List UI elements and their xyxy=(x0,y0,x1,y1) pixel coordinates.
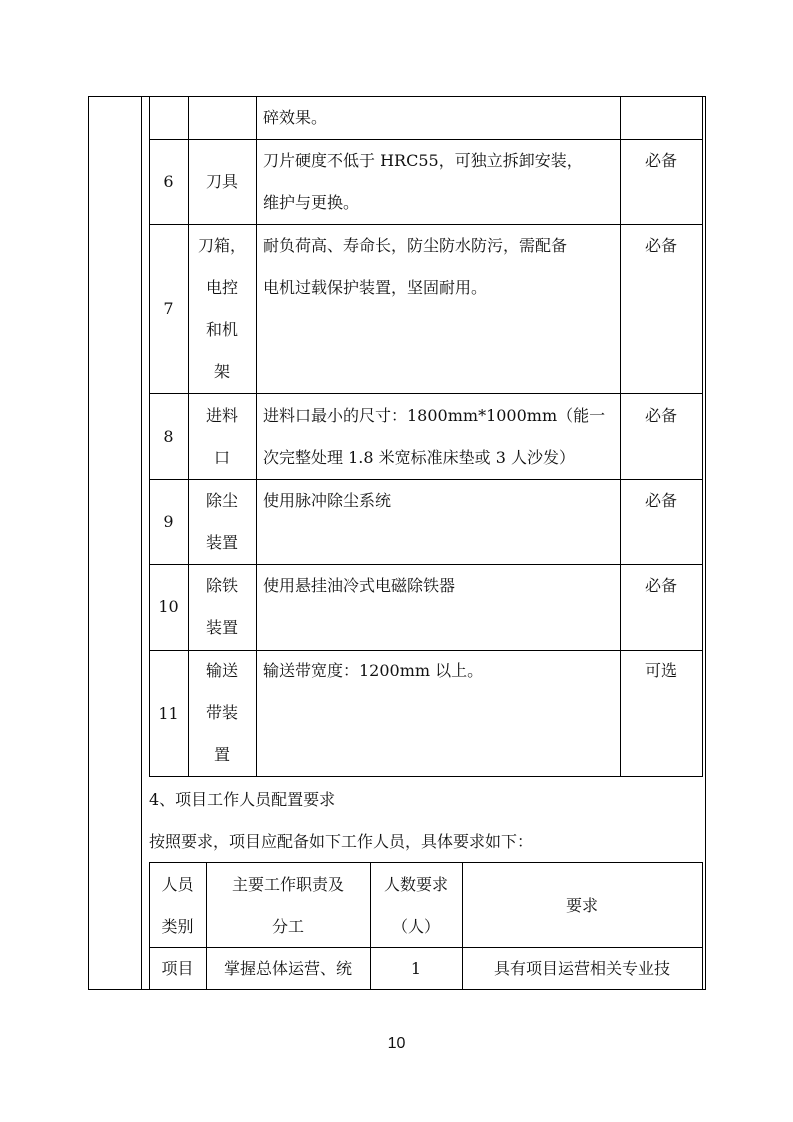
staff-header-req: 要求 xyxy=(565,896,598,915)
staff-header-category: 类别 xyxy=(161,917,194,936)
equipment-name: 刀具 xyxy=(205,172,238,191)
equipment-row-line xyxy=(149,393,703,394)
equipment-desc: 碎效果。 xyxy=(263,108,328,127)
staff-header-count: （人） xyxy=(391,917,440,936)
equipment-no: 10 xyxy=(158,597,179,616)
equipment-name: 口 xyxy=(213,448,230,467)
section-heading: 4、项目工作人员配置要求 xyxy=(149,790,336,809)
staff-cell-req: 具有项目运营相关专业技 xyxy=(493,959,670,978)
outer-border-left xyxy=(88,96,89,990)
equipment-req: 必备 xyxy=(644,491,677,510)
equipment-req: 必备 xyxy=(644,151,677,170)
staff-table-right xyxy=(702,862,703,990)
equipment-table-col2 xyxy=(256,96,257,777)
equipment-name: 装置 xyxy=(205,618,238,637)
equipment-name: 输送 xyxy=(205,661,238,680)
equipment-req: 必备 xyxy=(644,576,677,595)
staff-table-top xyxy=(149,862,703,863)
staff-header-duties: 主要工作职责及 xyxy=(231,875,344,894)
equipment-desc: 使用脉冲除尘系统 xyxy=(263,491,392,510)
staff-cell-count: 1 xyxy=(410,959,422,978)
equipment-name: 除铁 xyxy=(205,576,238,595)
equipment-desc: 维护与更换。 xyxy=(263,193,360,212)
equipment-name: 电控 xyxy=(205,278,238,297)
equipment-no: 6 xyxy=(163,172,174,191)
section-intro: 按照要求，项目应配备如下工作人员，具体要求如下： xyxy=(149,832,534,851)
equipment-no: 11 xyxy=(158,704,179,723)
staff-header-category: 人员 xyxy=(161,875,194,894)
equipment-desc: 电机过载保护装置，坚固耐用。 xyxy=(263,278,488,297)
equipment-desc: 输送带宽度：1200mm 以上。 xyxy=(263,661,484,680)
equipment-name: 除尘 xyxy=(205,491,238,510)
equipment-no: 7 xyxy=(163,299,174,318)
equipment-desc: 进料口最小的尺寸：1800mm*1000mm（能一 xyxy=(263,406,606,425)
equipment-name: 进料 xyxy=(205,406,238,425)
equipment-req: 必备 xyxy=(644,406,677,425)
staff-cell-category: 项目 xyxy=(161,959,194,978)
equipment-table-right xyxy=(702,96,703,777)
equipment-name: 置 xyxy=(213,745,230,764)
outer-border-top xyxy=(88,96,706,97)
equipment-req: 可选 xyxy=(644,661,677,680)
equipment-no: 8 xyxy=(163,427,174,446)
staff-header-count: 人数要求 xyxy=(383,875,448,894)
equipment-req: 必备 xyxy=(644,236,677,255)
equipment-no: 9 xyxy=(163,512,174,531)
equipment-desc: 耐负荷高、寿命长，防尘防水防污，需配备 xyxy=(263,236,568,255)
staff-header-duties: 分工 xyxy=(271,917,304,936)
outer-column-divider xyxy=(141,96,142,990)
staff-cell-duties: 掌握总体运营、统 xyxy=(223,959,352,978)
equipment-desc: 次完整处理 1.8 米宽标准床垫或 3 人沙发） xyxy=(263,448,575,467)
equipment-name: 架 xyxy=(213,362,230,381)
page-number: 10 xyxy=(387,1035,406,1052)
equipment-name: 装置 xyxy=(205,533,238,552)
equipment-row-line xyxy=(149,776,703,777)
equipment-name: 带装 xyxy=(205,703,238,722)
equipment-desc: 使用悬挂油冷式电磁除铁器 xyxy=(263,576,456,595)
outer-border-right xyxy=(705,96,706,990)
equipment-name: 刀箱， xyxy=(197,236,246,255)
equipment-desc: 刀片硬度不低于 HRC55，可独立拆卸安装， xyxy=(263,151,583,170)
equipment-name: 和机 xyxy=(205,320,238,339)
